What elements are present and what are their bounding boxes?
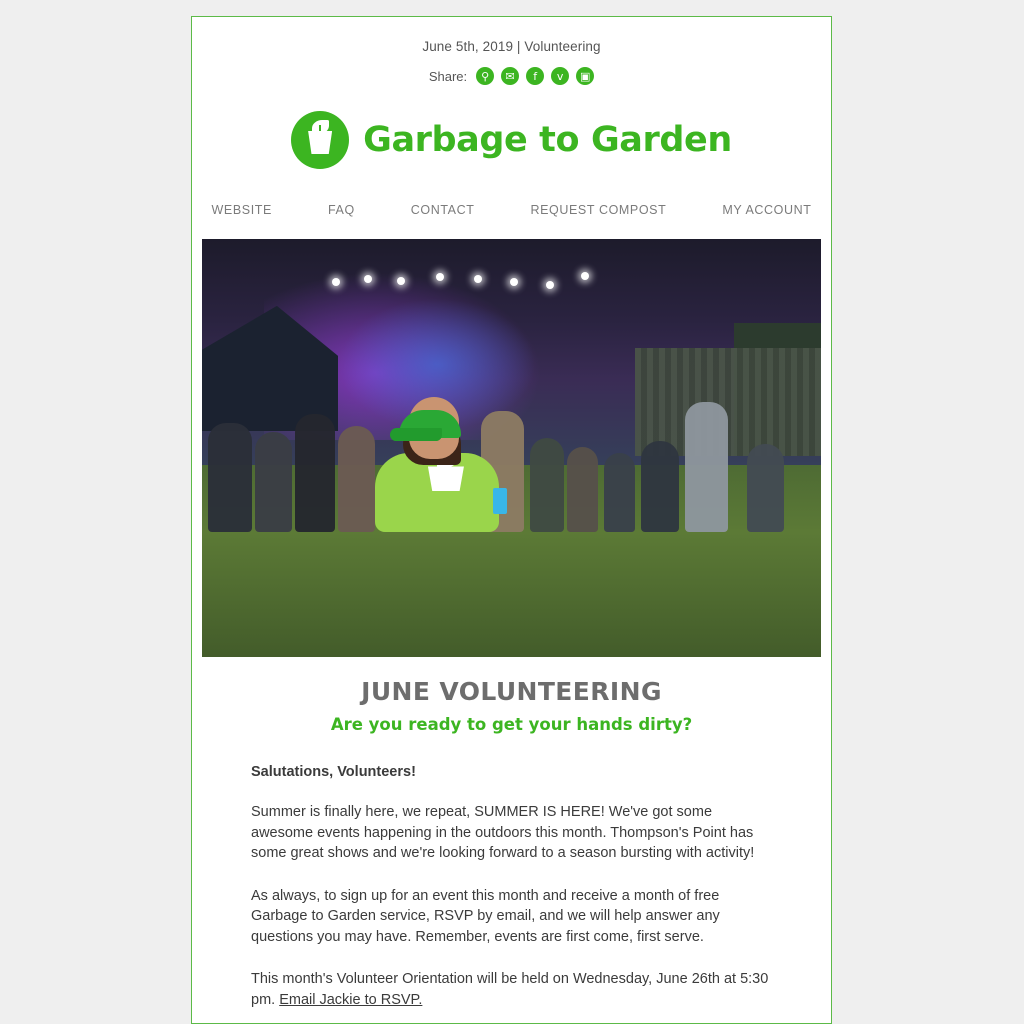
email-jackie-link[interactable]: Email Jackie to RSVP. <box>279 991 423 1008</box>
brand-name: Garbage to Garden <box>363 120 732 160</box>
compost-bin-sprout-icon <box>291 111 349 169</box>
nav-item-request-compost[interactable]: REQUEST COMPOST <box>530 203 667 217</box>
paragraph-3 <box>251 969 772 1010</box>
nav-item-contact[interactable]: CONTACT <box>410 203 475 217</box>
nav-item-faq[interactable]: FAQ <box>327 203 355 217</box>
facebook-icon[interactable]: f <box>526 67 544 85</box>
main-navigation <box>192 203 831 217</box>
paragraph-3-text: This month's Volunteer Orientation will be held on Wednesday, June 26th at 5:30 pm. <box>251 971 769 1008</box>
paragraph-2: As always, to sign up for an event this month and receive a month of free Garbage to Garden service, RSVP by email, and we will help answer any questions you may have. Remember, events are first come, first serve. <box>251 887 720 945</box>
page-subtitle: Are you ready to get your hands dirty? <box>330 715 693 734</box>
post-meta: June 5th, 2019 | Volunteering <box>422 39 601 54</box>
search-icon[interactable]: ⚲ <box>476 67 494 85</box>
stage-lights-icon <box>326 272 623 297</box>
instagram-icon[interactable]: ▣ <box>576 67 594 85</box>
greeting: Salutations, Volunteers! <box>251 764 416 780</box>
paragraph-1: Summer is finally here, we repeat, SUMMER IS HERE! We've got some awesome events happening in the outdoors this month. Thompson's Point has some great shows and we're looking forward to a season bursting with activity! <box>251 804 755 861</box>
brand-logo[interactable] <box>192 111 831 169</box>
article-body <box>192 764 831 1010</box>
share-bar <box>192 67 831 85</box>
nav-item-my-account[interactable]: MY ACCOUNT <box>722 203 812 217</box>
page-title: JUNE VOLUNTEERING <box>361 677 662 706</box>
email-icon[interactable]: ✉ <box>501 67 519 85</box>
email-body <box>191 16 832 1024</box>
hero-image <box>202 239 821 657</box>
share-label: Share: <box>428 68 468 84</box>
twitter-icon[interactable]: ᴠ <box>551 67 569 85</box>
nav-item-website[interactable]: WEBSITE <box>211 203 272 217</box>
